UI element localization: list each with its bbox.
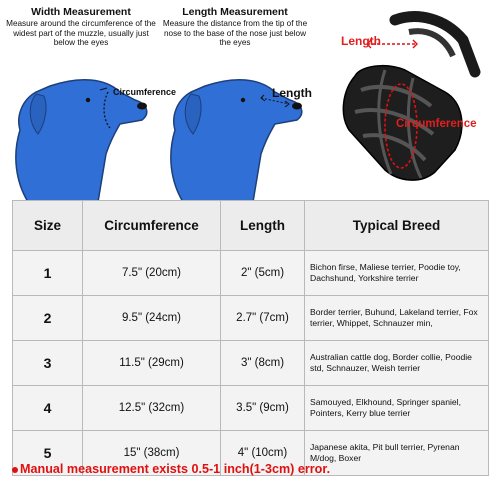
circumference-cell: 9.5" (24cm) — [83, 296, 221, 341]
length-cell: 2" (5cm) — [221, 251, 305, 296]
circumference-cell: 12.5" (32cm) — [83, 386, 221, 431]
table-header-row — [13, 201, 489, 251]
size-cell: 5 — [13, 431, 83, 476]
table-row — [13, 386, 489, 431]
breed-cell: Japanese akita, Pit bull terrier, Pyrenan M/dog, Boxer — [305, 431, 489, 476]
width-measurement-description: Measure around the circumference of the widest part of the muzzle, usually just below the eyes — [6, 19, 156, 48]
length-cell: 2.7" (7cm) — [221, 296, 305, 341]
circumference-cell: 15" (38cm) — [83, 431, 221, 476]
size-cell: 4 — [13, 386, 83, 431]
muzzle-circumference-label: Circumference — [396, 118, 477, 130]
size-chart-table — [12, 200, 489, 476]
footer-note-text: Manual measurement exists 0.5-1 inch(1-3cm) error. — [20, 462, 331, 476]
table-row — [13, 251, 489, 296]
muzzle-length-label: Length — [341, 34, 381, 48]
table-row — [13, 341, 489, 386]
size-cell: 3 — [13, 341, 83, 386]
length-label: Length — [272, 86, 312, 100]
circumference-cell: 7.5" (20cm) — [83, 251, 221, 296]
bullet-icon — [12, 467, 18, 473]
length-measurement-block — [160, 6, 310, 48]
breed-cell: Samouyed, Elkhound, Springer spaniel, Pointers, Kerry blue terrier — [305, 386, 489, 431]
width-measurement-title: Width Measurement — [31, 6, 131, 18]
circumference-cell: 11.5" (29cm) — [83, 341, 221, 386]
breed-cell: Bichon firse, Maliese terrier, Poodie toy, Dachshund, Yorkshire terrier — [305, 251, 489, 296]
size-cell: 2 — [13, 296, 83, 341]
breed-cell: Border terrier, Buhund, Lakeland terrier, Fox terrier, Whippet, Schnauzer min, — [305, 296, 489, 341]
length-cell: 3" (8cm) — [221, 341, 305, 386]
size-cell: 1 — [13, 251, 83, 296]
header-circumference: Circumference — [83, 201, 221, 251]
breed-cell: Australian cattle dog, Border collie, Poodie std, Schnauzer, Weish terrier — [305, 341, 489, 386]
length-measurement-description: Measure the distance from the tip of the nose to the base of the nose just below the eyes — [162, 19, 308, 48]
circumference-label: Circumference — [113, 87, 177, 97]
header-length: Length — [221, 201, 305, 251]
length-measurement-title: Length Measurement — [182, 6, 288, 18]
header-size: Size — [13, 201, 83, 251]
width-measurement-block — [6, 6, 156, 48]
measurement-error-note — [12, 462, 488, 476]
header-typical-breed: Typical Breed — [305, 201, 489, 251]
table-row — [13, 296, 489, 341]
length-cell: 4" (10cm) — [221, 431, 305, 476]
length-cell: 3.5" (9cm) — [221, 386, 305, 431]
